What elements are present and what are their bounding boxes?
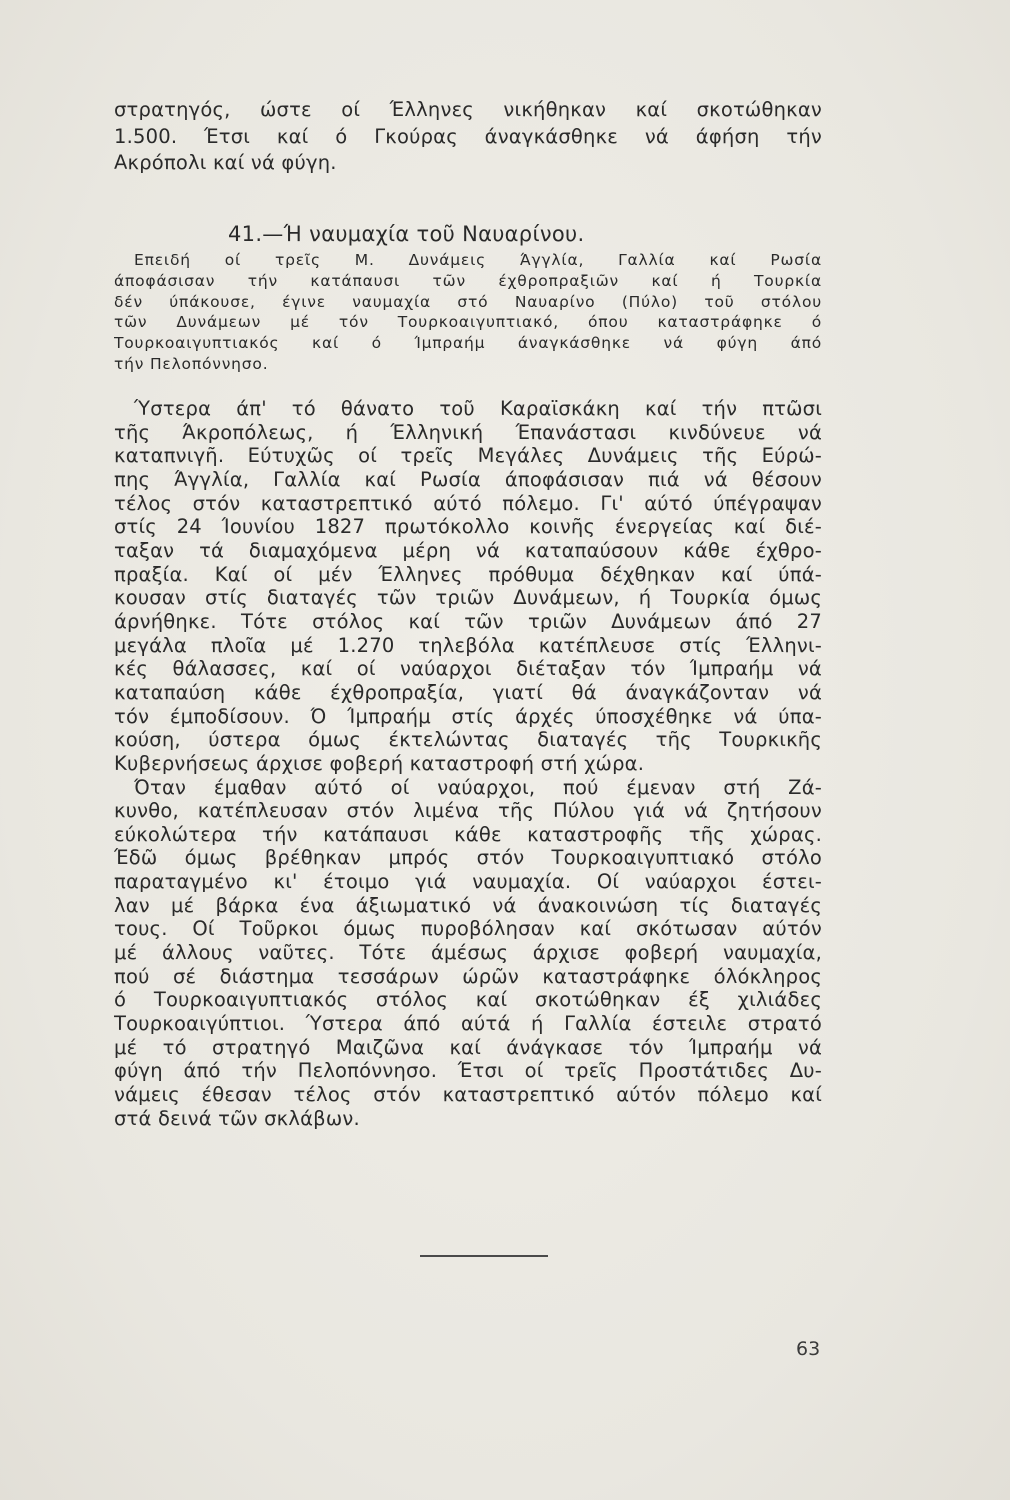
summary-line: δέν ύπάκουσε, έγινε ναυμαχία στό Ναυαρίνο (Πύλο) τοῦ στόλου	[114, 292, 822, 311]
body-line: τέλος στόν καταστρεπτικό αύτό πόλεμο. Γι' αύτό ύπέγραψαν	[114, 491, 822, 515]
body-line: μεγάλα πλοῖα μέ 1.270 τηλεβόλα κατέπλευσε στίς Έλληνι-	[114, 633, 822, 657]
body-line: στά δεινά τῶν σκλάβων.	[114, 1106, 360, 1130]
body-line: Ύστερα άπ' τό θάνατο τοῦ Καραϊσκάκη καί τήν πτῶσι	[134, 397, 822, 420]
body-line: Τουρκοαιγύπτιοι. Ύστερα άπό αύτά ή Γαλλία έστειλε στρατό	[114, 1012, 822, 1036]
summary-line: Τουρκοαιγυπτιακός καί ό Ίμπραήμ άναγκάσθηκε νά φύγη άπό	[114, 334, 822, 353]
body-line: άρνήθηκε. Τότε στόλος καί τῶν τριῶν Δυνάμεων άπό 27	[114, 609, 822, 633]
body-line: Έδῶ όμως βρέθηκαν μπρός στόν Τουρκοαιγυπτιακό στόλο	[114, 846, 822, 870]
intro-line: 1.500. Έτσι καί ό Γκούρας άναγκάσθηκε νά άφήση τήν	[114, 124, 822, 148]
body-line: τόν έμποδίσουν. Ό Ίμπραήμ στίς άρχές ύποσχέθηκε νά ύπα-	[114, 704, 822, 728]
body-line: μέ άλλους ναῦτες. Τότε άμέσως άρχισε φοβερή ναυμαχία,	[114, 941, 822, 965]
summary-line: τῶν Δυνάμεων μέ τόν Τουρκοαιγυπτιακό, όπου καταστράφηκε ό	[114, 313, 822, 332]
intro-paragraph	[114, 97, 822, 177]
main-paragraph	[114, 397, 822, 1130]
body-line: κούση, ύστερα όμως έκτελώντας διαταγές τῆς Τουρκικῆς	[114, 728, 822, 752]
body-line: Όταν έμαθαν αύτό οί ναύαρχοι, πού έμεναν στή Ζά-	[134, 775, 822, 799]
body-line: πραξία. Καί οί μέν Έλληνες πρόθυμα δέχθηκαν καί ύπά-	[114, 562, 822, 586]
body-line: νάμεις έθεσαν τέλος στόν καταστρεπτικό αύτόν πόλεμο καί	[114, 1083, 822, 1107]
body-line: Κυβερνήσεως άρχισε φοβερή καταστροφή στή χώρα.	[114, 751, 645, 775]
body-line: ταξαν τά διαμαχόμενα μέρη νά καταπαύσουν κάθε έχθρο-	[114, 538, 822, 562]
body-line: κυνθο, κατέπλευσαν στόν λιμένα τῆς Πύλου γιά νά ζητήσουν	[114, 799, 822, 823]
summary-line: Επειδή οί τρεῖς Μ. Δυνάμεις Άγγλία, Γαλλία καί Ρωσία	[134, 251, 822, 269]
body-line: παραταγμένο κι' έτοιμο γιά ναυμαχία. Οί ναύαρχοι έστει-	[114, 870, 822, 894]
body-line: ό Τουρκοαιγυπτιακός στόλος καί σκοτώθηκαν έξ χιλιάδες	[114, 988, 822, 1012]
body-line: τῆς Άκροπόλεως, ή Έλληνική Έπανάστασι κινδύνευε νά	[114, 420, 822, 444]
summary-line: άποφάσισαν τήν κατάπαυσι τῶν έχθροπραξιῶν καί ή Τουρκία	[114, 271, 822, 290]
body-line: πού σέ διάστημα τεσσάρων ώρῶν καταστράφηκε όλόκληρος	[114, 964, 822, 988]
intro-line: Ακρόπολι καί νά φύγη.	[114, 151, 337, 174]
end-rule	[420, 1255, 548, 1257]
body-line: φύγη άπό τήν Πελοπόννησο. Έτσι οί τρεῖς Προστάτιδες Δυ-	[114, 1059, 822, 1083]
body-line: καταπαύση κάθε έχθροπραξία, γιατί θά άναγκάζονταν νά	[114, 680, 822, 704]
body-line: μέ τό στρατηγό Μαιζῶνα καί άνάγκασε τόν Ίμπραήμ νά	[114, 1035, 822, 1059]
summary-paragraph	[114, 250, 822, 375]
body-line: καταπνιγῆ. Εύτυχῶς οί τρεῖς Μεγάλες Δυνάμεις τῆς Εύρώ-	[114, 444, 822, 468]
body-line: τους. Οί Τοῦρκοι όμως πυροβόλησαν καί σκότωσαν αύτόν	[114, 917, 822, 941]
body-line: λαν μέ βάρκα ένα άξιωματικό νά άνακοινώση τίς διαταγές	[114, 893, 822, 917]
body-line: κουσαν στίς διαταγές τῶν τριῶν Δυνάμεων, ή Τουρκία όμως	[114, 586, 822, 610]
body-line: στίς 24 Ίουνίου 1827 πρωτόκολλο κοινῆς ένεργείας καί διέ-	[114, 515, 822, 539]
intro-line: στρατηγός, ώστε οί Έλληνες νικήθηκαν καί σκοτώθηκαν	[114, 98, 822, 121]
body-line: εύκολώτερα τήν κατάπαυσι κάθε καταστροφῆς τῆς χώρας.	[114, 822, 822, 846]
page-number: 63	[796, 1338, 821, 1360]
body-line: πης Άγγλία, Γαλλία καί Ρωσία άποφάσισαν πιά νά θέσουν	[114, 467, 822, 491]
body-line: κές θάλασσες, καί οί ναύαρχοι διέταξαν τόν Ίμπραήμ νά	[114, 657, 822, 681]
summary-line: τήν Πελοπόννησο.	[114, 354, 269, 373]
section-heading: 41.—Ή ναυμαχία τοῦ Ναυαρίνου.	[228, 222, 585, 246]
